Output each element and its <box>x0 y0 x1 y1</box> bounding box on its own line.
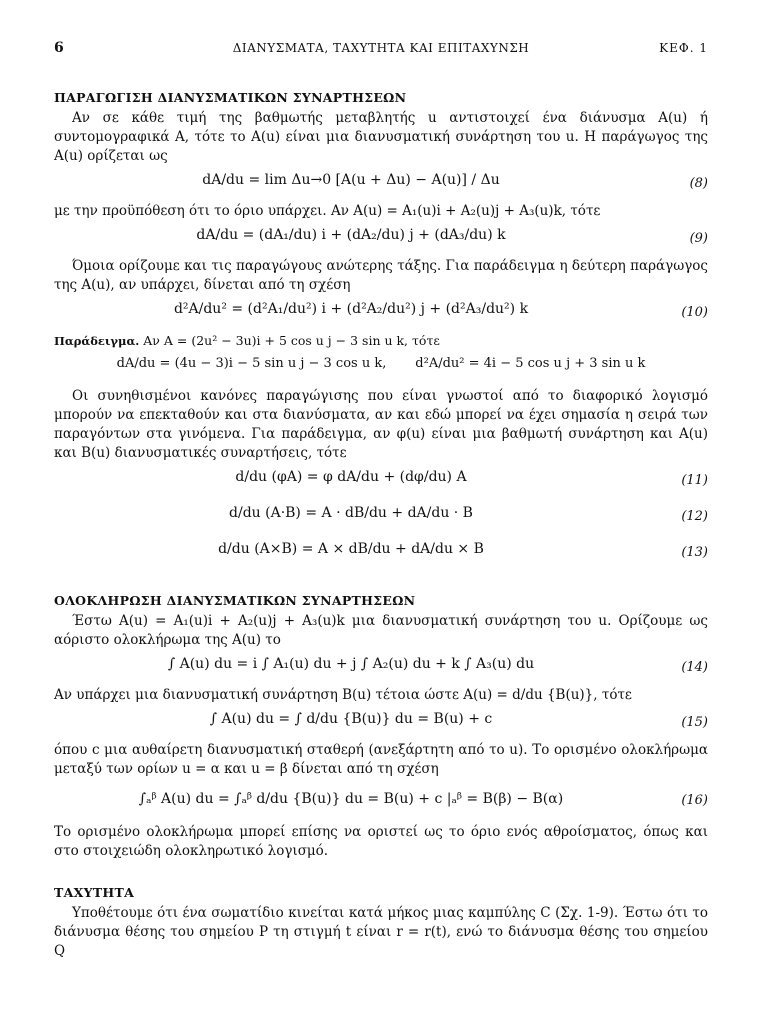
equation-number: (11) <box>681 473 708 488</box>
paragraph: Οι συνηθισμένοι κανόνες παραγώγισης που είναι γνωστοί από το διαφορικό λογισμό μπορούν να επεκταθούν και στα διανύσματα, αν και εδώ μπορεί να έχει σημασία η σειρά των παραγόντων στα γινόμενα. Για παράδειγμα, αν φ(u) είναι μια βαθμωτή συνάρτηση και A(u) και B(u) διανυσματικές συναρτήσεις, τότε <box>54 388 708 461</box>
equation-body: d/du (A·B) = A · dB/du + dA/du · B <box>229 505 473 521</box>
section-title-velocity: ΤΑΧΥΤΗΤΑ <box>54 885 135 900</box>
example-second-derivative: d²A/du² = 4i − 5 cos u j + 3 sin u k <box>415 356 646 371</box>
example-equation <box>54 356 708 371</box>
running-title: ΔΙΑΝΥΣΜΑΤΑ, ΤΑΧΥΤΗΤΑ ΚΑΙ ΕΠΙΤΑΧΥΝΣΗ <box>232 41 530 55</box>
equation-number: (15) <box>681 715 708 730</box>
page <box>54 40 708 961</box>
equation-number: (16) <box>681 793 708 808</box>
equation-body: d²A/du² = (d²A₁/du²) i + (d²A₂/du²) j + (d²A₃/du²) k <box>173 301 529 317</box>
equation-11 <box>54 463 708 499</box>
section-title-integration: ΟΛΟΚΛΗΡΩΣΗ ΔΙΑΝΥΣΜΑΤΙΚΩΝ ΣΥΝΑΡΤΗΣΕΩΝ <box>54 593 416 608</box>
equation-body: ∫ A(u) du = ∫ d/du {B(u)} du = B(u) + c <box>209 711 493 727</box>
equation-number: (12) <box>681 509 708 524</box>
equation-body: ∫ A(u) du = i ∫ A₁(u) du + j ∫ A₂(u) du + k ∫ A₃(u) du <box>167 656 535 672</box>
equation-number: (9) <box>689 231 708 246</box>
equation-body: dA/du = lim Δu→0 [A(u + Δu) − A(u)] / Δu <box>202 172 500 188</box>
equation-number: (14) <box>681 660 708 675</box>
equation-8 <box>54 166 708 202</box>
paragraph: Το ορισμένο ολοκλήρωμα μπορεί επίσης να οριστεί ως το όριο ενός αθροίσματος, όπως και στο στοιχειώδη ολοκληρωτικό λογισμό. <box>54 824 708 859</box>
paragraph: Αν σε κάθε τιμή της βαθμωτής μεταβλητής u αντιστοιχεί ένα διάνυσμα A(u) ή συντομογραφικά A, τότε το A(u) είναι μια διανυσματική συνάρτηση του u. Η παράγωγος της A(u) ορίζεται ως <box>54 110 708 164</box>
paragraph: Όμοια ορίζουμε και τις παραγώγους ανώτερης τάξης. Για παράδειγμα η δεύτερη παράγωγος της A(u), αν υπάρχει, δίνεται από τη σχέση <box>54 258 708 293</box>
equation-13 <box>54 535 708 571</box>
paragraph: όπου c μια αυθαίρετη διανυσματική σταθερή (ανεξάρτητη από το u). Το ορισμένο ολοκλήρωμα μεταξύ των ορίων u = α και u = β δίνεται από τη σχέση <box>54 742 708 777</box>
example-text: Αν A = (2u² − 3u)i + 5 cos u j − 3 sin u k, τότε <box>143 333 440 348</box>
example-label: Παράδειγμα. <box>54 334 140 348</box>
equation-number: (8) <box>689 176 708 191</box>
equation-body: d/du (A×B) = A × dB/du + dA/du × B <box>218 541 484 557</box>
equation-number: (13) <box>681 545 708 560</box>
equation-14 <box>54 650 708 686</box>
example-derivatives <box>54 351 708 381</box>
equation-number: (10) <box>681 305 708 320</box>
equation-10 <box>54 295 708 331</box>
equation-9 <box>54 221 708 257</box>
equation-body: ∫ₐᵝ A(u) du = ∫ₐᵝ d/du {B(u)} du = B(u) + c |ₐᵝ = B(β) − B(α) <box>138 791 564 807</box>
example-line <box>54 331 708 351</box>
equation-15 <box>54 705 708 741</box>
paragraph: με την προϋπόθεση ότι το όριο υπάρχει. Αν A(u) = A₁(u)i + A₂(u)j + A₃(u)k, τότε <box>54 203 601 219</box>
paragraph: Έστω A(u) = A₁(u)i + A₂(u)j + A₃(u)k μια διανυσματική συνάρτηση του u. Ορίζουμε ως αόριστο ολοκλήρωμα της A(u) το <box>54 613 708 648</box>
page-number: 6 <box>54 40 64 56</box>
equation-body: d/du (φA) = φ dA/du + (dφ/du) A <box>235 469 467 485</box>
equation-body: dA/du = (dA₁/du) i + (dA₂/du) j + (dA₃/du) k <box>196 227 506 243</box>
page-header <box>54 40 708 60</box>
equation-16 <box>54 779 708 823</box>
paragraph: Υποθέτουμε ότι ένα σωματίδιο κινείται κατά μήκος μιας καμπύλης C (Σχ. 1-9). Έστω ότι το διάνυσμα θέσης του σημείου P τη στιγμή t είναι r = r(t), ενώ το διάνυσμα θέσης του σημείου Q <box>54 905 708 959</box>
section-title-differentiation: ΠΑΡΑΓΩΓΙΣΗ ΔΙΑΝΥΣΜΑΤΙΚΩΝ ΣΥΝΑΡΤΗΣΕΩΝ <box>54 90 407 105</box>
equation-12 <box>54 499 708 535</box>
paragraph: Αν υπάρχει μια διανυσματική συνάρτηση B(u) τέτοια ώστε A(u) = d/du {B(u)}, τότε <box>54 687 632 703</box>
chapter-label: ΚΕΦ. 1 <box>659 41 708 55</box>
example-first-derivative: dA/du = (4u − 3)i − 5 sin u j − 3 cos u k, <box>116 356 387 371</box>
